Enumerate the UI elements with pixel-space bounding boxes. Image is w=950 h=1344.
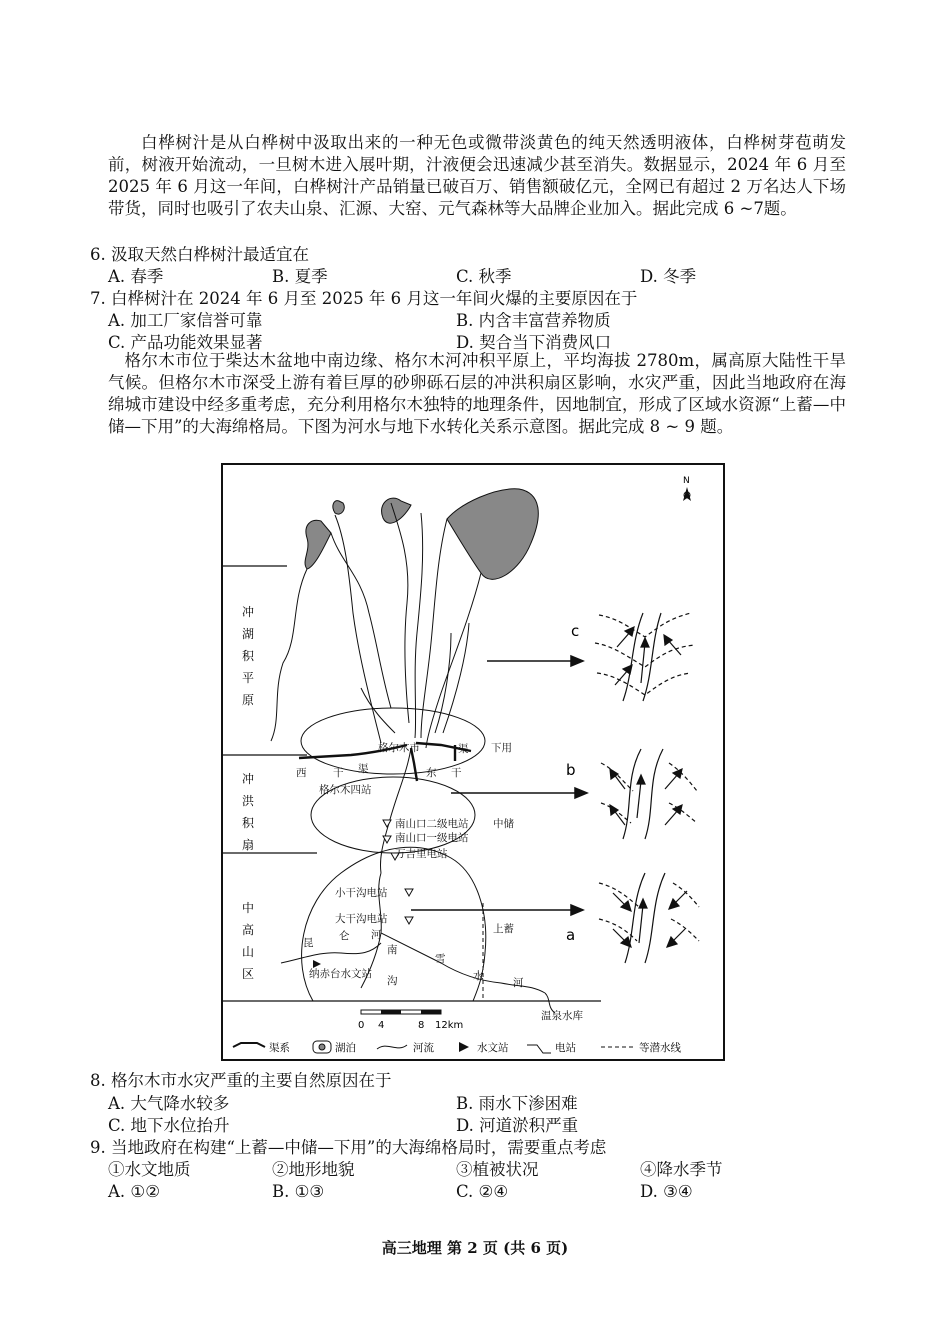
q9-option-d[interactable]: D. ③④ (640, 1182, 693, 1201)
svg-text:洪: 洪 (242, 794, 255, 808)
label-daganggou: 大干沟电站 (335, 913, 388, 925)
label-xue: 雪 (435, 953, 446, 965)
svg-text:平: 平 (242, 671, 255, 685)
label-wenquan: 温泉水库 (541, 1010, 583, 1022)
svg-text:山: 山 (242, 945, 255, 959)
label-qu: 渠 (458, 743, 469, 755)
label-gan1: 干 (333, 767, 344, 779)
q9-option-c[interactable]: C. ②④ (456, 1182, 509, 1201)
legend-lake (313, 1041, 356, 1054)
label-a: a (566, 926, 576, 944)
q6-option-c[interactable]: C. 秋季 (456, 267, 512, 286)
label-shangxu: 上蓄 (493, 923, 514, 935)
svg-text:渠系: 渠系 (269, 1042, 290, 1054)
svg-text:高: 高 (242, 923, 255, 937)
question-9-stem: 9. 当地政府在构建“上蓄—中储—下用”的大海绵格局时，需要重点考虑 (90, 1138, 607, 1157)
page-footer: 高三地理 第 2 页 (共 6 页) (381, 1239, 569, 1257)
label-gan2: 干 (451, 767, 462, 779)
svg-text:等潜水线: 等潜水线 (639, 1042, 681, 1054)
svg-text:冲: 冲 (242, 605, 255, 619)
svg-text:湖泊: 湖泊 (335, 1042, 356, 1054)
label-qu2: 渠 (358, 763, 369, 775)
q9-item-3: ③植被状况 (456, 1160, 539, 1179)
svg-text:原: 原 (242, 693, 255, 707)
label-dong: 东 (426, 767, 437, 779)
svg-text:0: 0 (358, 1020, 365, 1031)
svg-text:积: 积 (242, 649, 255, 663)
label-xiayong: 下用 (491, 742, 512, 754)
svg-text:中: 中 (242, 901, 255, 915)
q7-option-c[interactable]: C. 产品功能效果显著 (108, 333, 263, 352)
q7-option-b[interactable]: B. 内含丰富营养物质 (456, 311, 611, 330)
label-lun: 仑 (339, 930, 350, 942)
q9-option-a[interactable]: A. ①② (108, 1182, 160, 1201)
label-nan: 南 (387, 944, 398, 956)
label-shui: 水 (473, 970, 484, 982)
question-6-stem: 6. 汲取天然白桦树汁最适宜在 (90, 245, 309, 264)
q6-option-d[interactable]: D. 冬季 (640, 267, 697, 286)
label-nanshan1: 南山口一级电站 (395, 832, 469, 844)
passage-birch-sap: 白桦树汁是从白桦树中汲取出来的一种无色或微带淡黄色的纯天然透明液体，白桦树芽苞萌发前，树液开始流动，一旦树木进入展叶期，汁液便会迅速减少甚至消失。数据显示，2024 年 6 月至 2025 年 6 月这一年间，白桦树汁产品销量已破百万、销售额破亿元，全网已有超过 2 万名达人下场带货，同时也吸引了农夫山泉、汇源、大窑、元气森林等大品牌企业加入。据此完成 6 ~7题。 (108, 133, 846, 218)
q9-item-2: ②地形地貌 (272, 1160, 355, 1179)
svg-text:河流: 河流 (413, 1042, 434, 1054)
svg-text:湖: 湖 (242, 627, 255, 641)
q7-option-d[interactable]: D. 契合当下消费风口 (456, 333, 612, 352)
label-c: c (571, 622, 580, 640)
passage-golmud: 格尔木市位于柴达木盆地中南边缘、格尔木河冲积平原上，平均海拔 2780m，属高原大陆性干旱气候。但格尔木市深受上游有着巨厚的砂卵砾石层的冲洪积扇区影响，水灾严重，因此当地政府在海绵城市建设中经多重考虑，充分利用格尔木独特的地理条件，因地制宜，形成了区域水资源“上蓄—中储—下用”的大海绵格局。下图为河水与地下水转化关系示意图。据此完成 8 ~ 9 题。 (108, 351, 846, 436)
q9-item-4: ④降水季节 (640, 1160, 723, 1179)
q7-option-a[interactable]: A. 加工厂家信誉可靠 (108, 311, 263, 330)
label-he2: 河 (513, 977, 524, 989)
label-wanjili: 万吉里电站 (395, 848, 448, 860)
label-station4: 格尔木四站 (319, 784, 372, 796)
q6-option-a[interactable]: A. 春季 (108, 267, 164, 286)
question-8-stem: 8. 格尔木市水灾严重的主要自然原因在于 (90, 1071, 392, 1090)
question-7-stem: 7. 白桦树汁在 2024 年 6 月至 2025 年 6 月这一年间火爆的主要原因在于 (90, 289, 638, 308)
svg-text:N: N (683, 476, 690, 486)
q9-item-1: ①水文地质 (108, 1160, 191, 1179)
svg-text:积: 积 (242, 816, 255, 830)
svg-text:水文站: 水文站 (477, 1042, 509, 1054)
label-nachitai: 纳赤台水文站 (309, 968, 372, 980)
q8-option-b[interactable]: B. 雨水下渗困难 (456, 1094, 578, 1113)
label-he: 河 (371, 929, 382, 941)
svg-text:8: 8 (418, 1020, 425, 1031)
label-zhongchu: 中储 (493, 818, 514, 830)
q9-option-b[interactable]: B. ①③ (272, 1182, 325, 1201)
svg-text:电站: 电站 (555, 1042, 576, 1054)
label-kun: 昆 (303, 937, 314, 949)
svg-text:扇: 扇 (242, 838, 255, 852)
q6-option-b[interactable]: B. 夏季 (272, 267, 328, 286)
label-nanshan2: 南山口二级电站 (395, 818, 469, 830)
svg-text:4: 4 (378, 1020, 385, 1031)
q8-option-a[interactable]: A. 大气降水较多 (108, 1094, 230, 1113)
label-golmud: 格尔木市 (378, 742, 420, 754)
label-b: b (566, 761, 576, 779)
svg-text:12km: 12km (435, 1020, 464, 1031)
label-gou: 沟 (387, 975, 398, 987)
svg-text:区: 区 (242, 967, 255, 981)
q8-option-d[interactable]: D. 河道淤积严重 (456, 1116, 579, 1135)
label-xi: 西 (296, 767, 307, 779)
golmud-river-groundwater-figure (221, 463, 725, 1061)
svg-text:冲: 冲 (242, 772, 255, 786)
label-xiaogangou: 小干沟电站 (335, 887, 388, 899)
q8-option-c[interactable]: C. 地下水位抬升 (108, 1116, 230, 1135)
